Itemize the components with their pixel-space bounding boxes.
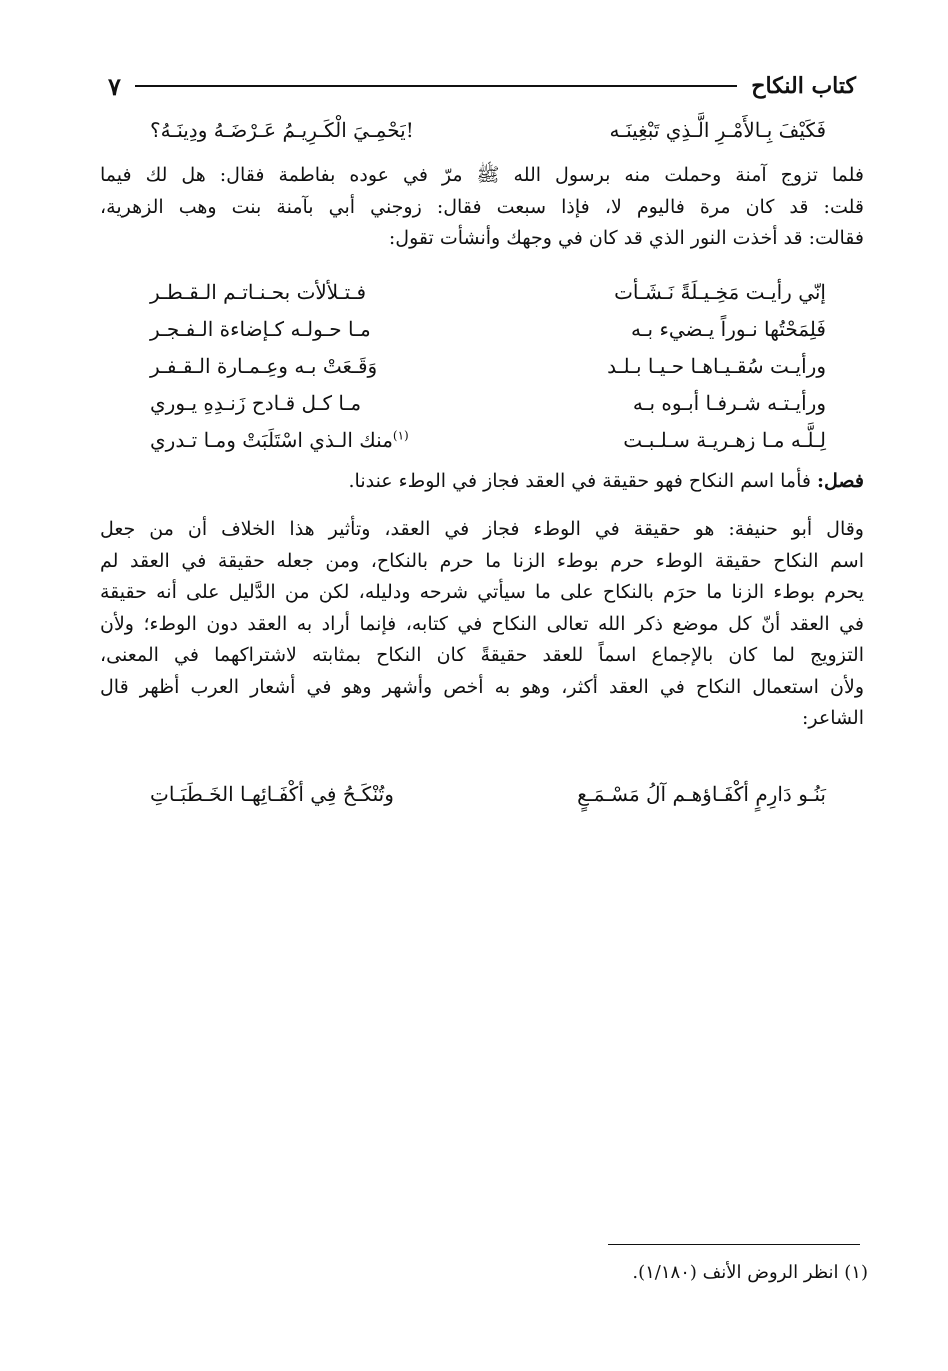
verse-line-bottom xyxy=(150,776,826,812)
footnote-rule xyxy=(608,1244,860,1245)
poem-hemistich-left: فـتـلألأت بحـنـاتـم الـقـطـر xyxy=(150,280,367,304)
paragraph-1 xyxy=(100,160,864,255)
verse-hemistich-right: فَكَيْفَ بِـالأَمْـرِ الَّـذِي تَبْغِينَـه xyxy=(609,118,826,142)
poem-hemistich-right: فَلِمَحْتُها نـوراً يـضيء بـه xyxy=(630,317,826,341)
poem-hemistich-left: وَقَـعَتْ بـه وعِـمـارة الـقـفـر xyxy=(150,354,378,378)
chapter-title: كتاب النكاح xyxy=(751,73,856,99)
poem-hemistich-right: إنّي رأيـت مَخِـيـلَةً نَـشَـأت xyxy=(614,280,826,304)
footnote: (١) انظر الروض الأنف (١/١٨٠). xyxy=(632,1262,868,1283)
footnote-marker[interactable]: (١) xyxy=(392,428,409,443)
text-line: يحرم بوطء الزنا ما حرَم بالنكاح على ما سيأتي شرحه ودليله، لكن من الدَّليل على أنه حقيقة xyxy=(100,581,864,603)
fasl-text: فأما اسم النكاح فهو حقيقة في العقد فجاز في الوطء عندنا. xyxy=(348,470,811,492)
poem-hemistich-right: ورأيـت سُقـيـاهـا حـيـا بـلـد xyxy=(607,354,826,378)
verse-line-top xyxy=(150,112,826,148)
text-line: فلما تزوج آمنة وحملت منه برسول الله ﷺ مرّ في عوده بفاطمة فقال: هل لك فيما xyxy=(100,164,864,186)
page-number: ٧ xyxy=(108,71,121,101)
text-line: في العقد أنّ كل موضع ذكر الله تعالى النكاح في كتابه، فإنما أراد به العقد دون الوطء؛ ولأن xyxy=(100,612,864,635)
verse-hemistich-left: يَحْمِـيَ الْكَـرِيـمُ عَـرْضَـهُ ودِينَـهُ؟! xyxy=(150,118,414,142)
verse-hemistich-left: وتُنْكَـحُ فِي أكْفَـائِهـا الخَـطَبَـاتِ xyxy=(150,782,394,806)
text-line xyxy=(100,466,864,498)
poem-line xyxy=(150,311,826,347)
poem-line xyxy=(150,274,826,310)
fasl-label: فصل: xyxy=(817,470,864,492)
text-line: وقال أبو حنيفة: هو حقيقة في الوطء فجاز في العقد، وتأثير هذا الخلاف أن من جعل xyxy=(100,518,864,540)
running-header xyxy=(108,70,856,102)
poem-hemistich-text: منك الـذي اسْتَلَبَتْ ومـا تـدري xyxy=(150,428,393,452)
poem-hemistich-left: مـا حـولـه كـإضاءة الـفـجـر xyxy=(150,317,371,341)
poem-hemistich-right: لِـلَّـه مـا زهـريـة سـلـبـت xyxy=(623,428,826,452)
poem-hemistich-left xyxy=(150,428,409,452)
poem-hemistich-right: ورأيـتـه شـرفـا أبـوه بـه xyxy=(632,391,826,415)
poem-line xyxy=(150,385,826,421)
text-line: قلت: قد كان مرة فاليوم لا، فإذا سبعت فقال: زوجني أبي بآمنة بنت وهب الزهرية، xyxy=(100,195,864,218)
poem-hemistich-left: مـا كـل قـادح زَنـدِهِ يـوري xyxy=(150,391,362,415)
fasl-paragraph xyxy=(100,466,864,498)
text-line: اسم النكاح حقيقة الوطء حرم بوطء الزنا ما حرم بالنكاح، ومن جعله حقيقة في العقد لم xyxy=(100,549,864,572)
poem-line xyxy=(150,348,826,384)
header-rule xyxy=(135,85,737,87)
poem-line xyxy=(150,422,826,458)
paragraph-2 xyxy=(100,514,864,735)
text-line: التزويج لما كان بالإجماع اسماً للعقد حقيقةً كان النكاح بمثابته لاشتراكهما في المعنى، xyxy=(100,644,864,666)
text-line: فقالت: قد أخذت النور الذي قد كان في وجهك وأنشأت تقول: xyxy=(388,227,864,249)
text-line: ولأن استعمال النكاح في العقد أكثر، وهو به أخص وأشهر وهو في أشعار العرب أظهر قال xyxy=(100,675,864,698)
verse-hemistich-right: بَنُـو دَارِمٍ أكْفَـاؤهـم آلُ مَسْـمَـعٍ xyxy=(577,782,826,806)
text-line: الشاعر: xyxy=(801,707,864,729)
